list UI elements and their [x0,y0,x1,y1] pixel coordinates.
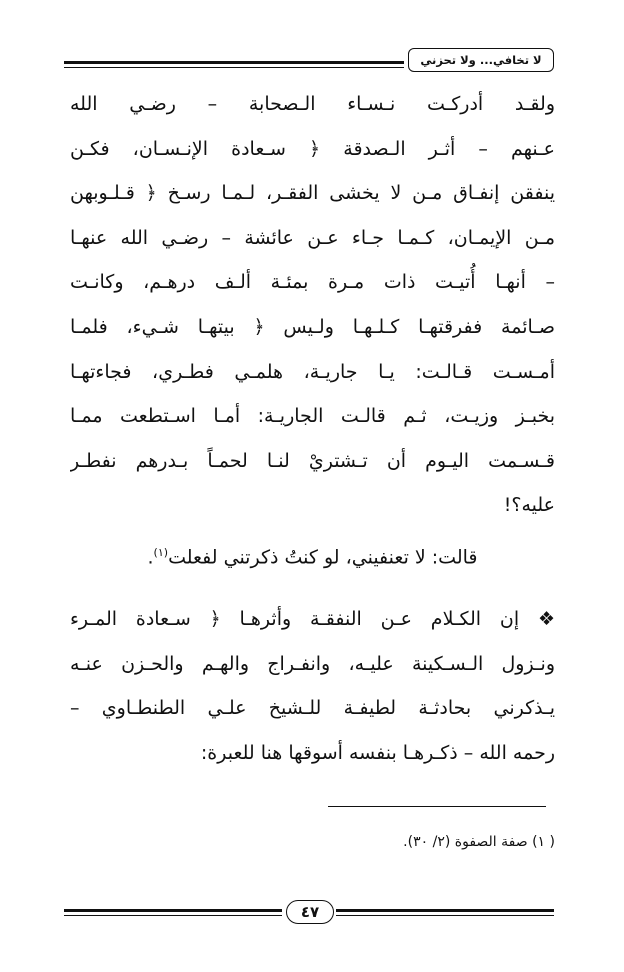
footer-rule-thin [64,915,282,916]
footer-rule-thin [336,915,554,916]
running-title: لا تخافي... ولا تحزني [408,48,554,72]
footer-rule [336,909,554,912]
page-number: ٤٧ [286,900,334,924]
text-line: أمـسـت قـالـت: يـا جاريـة، هلمـي فطـري، فجاءتهـا [70,360,555,383]
page-header [64,44,554,72]
footnote: ( ١) صفة الصفوة (٢/ ٣٠). [403,834,555,850]
paragraph-2 [70,597,555,775]
text-line: – أنهـا أُتيـت ذات مـرة بمئـة ألـف درهـم، وكانـت [70,271,555,294]
text-line: ولقـد أدركـت نـسـاء الـصحابة – رضـي الله [70,93,555,115]
text-line: رحمه الله – ذكـرهـا بنفسه أسوقها هنا للعبرة: [200,741,555,764]
text-line: قـسـمت اليـوم أن تـشتريْ لنـا لحمـاً بـدرهم نفطـر [70,449,555,472]
text-line: ينفقن إنفـاق مـن لا يخشى الفقـر، لـمـا رسـخ ﴿ قـلـوبهن [70,182,555,205]
header-rule [64,61,404,64]
footnote-separator [328,806,546,807]
footnote-marker[interactable]: (١) [153,546,169,559]
header-rule-thin [64,67,404,68]
text-line: مـن الإيمـان، كـمـا جـاء عـن عائشة – رضـي الله عنهـا [70,226,555,249]
text-line: صـائمة ففرقتهـا كـلـهـا ولـيس ﴿ بيتهـا شـيء، فلمـا [70,315,555,338]
text-line: عليه؟! [503,494,555,517]
text-line: ❖ إن الكـلام عـن النفقـة وأثرهـا ﴿ سـعادة المـرء [70,608,555,630]
text-line: بخبـز وزيـت، ثـم قالـت الجاريـة: أمـا اسـتطعت ممـا [70,405,555,428]
quote-line [70,531,555,579]
text-line: يـذكرني بحادثـة لطيفـة للـشيخ علـي الطنطـاوي – [70,697,555,720]
footer-rule [64,909,282,912]
quote-end: . [147,546,154,569]
page-footer [64,898,554,928]
text-line: عـنهم – أثـر الـصدقة ﴿ سـعادة الإنـسـان، فكـن [70,137,555,160]
text-line: ونـزول الـسـكينة عليـه، وانفـراج والهـم والحـزن عنـه [70,652,555,675]
paragraph-1 [70,82,555,528]
quote-text: قالت: لا تعنفيني، لو كنتُ ذكرتني لفعلت [168,546,478,569]
